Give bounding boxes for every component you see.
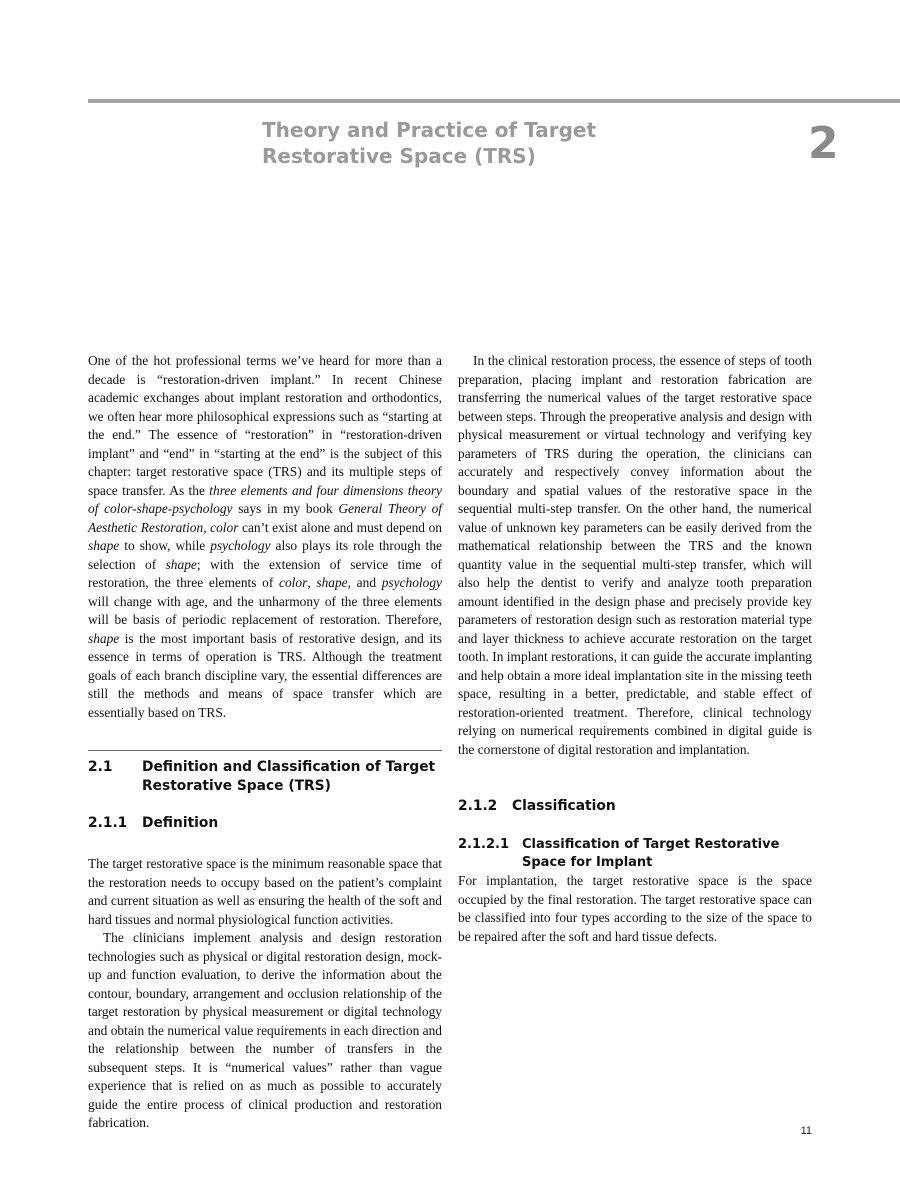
- section-2-1-1-heading: [88, 814, 442, 833]
- chapter-number: 2: [808, 118, 839, 169]
- subsubsection-title: Classification of Target Restorative Space for Implant: [522, 837, 780, 870]
- section-2-1-heading: [88, 758, 442, 796]
- top-rule: [88, 99, 900, 103]
- definition-paragraph-1: The target restorative space is the minimum reasonable space that the restoration needs to occupy based on the patient’s complaint and current situation as well as ensuring the health of the soft and hard tissues and normal physiological function activities.: [88, 856, 442, 927]
- chapter-title-line-1: Theory and Practice of Target: [262, 118, 597, 142]
- definition-paragraph-2: The clinicians implement analysis and design restoration technologies such as physical or digital restoration design, mock-up and function evaluation, to derive the information about the contour, boundary, arrangement and occlusion relationship of the target restoration by physical measurement or digital technology and obtain the numerical value requirements in each direction and the relationship between the number of transfers in the subsequent steps. It is “numerical values” rather than vague experience that is relied on as much as possible to accurately guide the entire process of clinical production and restoration fabrication.: [88, 930, 442, 1130]
- section-2-1-2-1-heading: [458, 836, 812, 872]
- subsection-number: 2.1.2: [458, 798, 498, 814]
- chapter-title: [262, 117, 742, 169]
- right-column: [458, 352, 812, 946]
- definition-paragraph-3: In the clinical restoration process, the essence of steps of tooth preparation, placing implant and restoration fabrication are transferring the numerical values of the target restorative space between steps. Through the preoperative analysis and design with physical measurement or virtual technology and verifying key parameters of TRS during the operation, the clinicians can accurately and respectively convey information about the boundary and spatial values of the restorative space in the sequential multi-step transfer. On the other hand, the numerical value of unknown key parameters can be easily derived from the mathematical relationship between the TRS and the known quantity value in the sequential multi-step transfer, which will also help the dentist to verify and analyze tooth preparation amount identified in the design phase and precisely provide key parameters of restoration design such as restoration material type and layer thickness to achieve accurate restoration on the target tooth. In implant restorations, it can guide the accurate implanting and help obtain a more ideal implantation site in the missing teeth space, resulting in a better, predictable, and stable effect of restoration-oriented treatment. Therefore, clinical technology relying on numerical requirements combined in digital guide is the cornerstone of digital restoration and implantation.: [458, 353, 812, 757]
- left-column: [88, 352, 442, 1133]
- subsection-title: Definition: [142, 815, 219, 831]
- subsection-title: Classification: [512, 798, 616, 814]
- section-title: Definition and Classification of Target Restorative Space (TRS): [142, 759, 436, 794]
- section-2-1-2-heading: [458, 797, 812, 816]
- section-rule: [88, 750, 442, 751]
- subsection-number: 2.1.1: [88, 815, 128, 831]
- page-number: 11: [800, 1125, 812, 1137]
- chapter-title-line-2: Restorative Space (TRS): [262, 144, 536, 168]
- classification-paragraph: For implantation, the target restorative space is the space occupied by the final restoration. The target restorative space can be classified into four types according to the size of the space to be repaired after the soft and hard tissue defects.: [458, 873, 812, 944]
- section-number: 2.1: [88, 759, 113, 775]
- intro-paragraph: One of the hot professional terms we’ve heard for more than a decade is “restoration-driven implant.” In recent Chinese academic exchanges about implant restoration and orthodontics, we often hear more philosophical expressions such as “starting at the end.” The essence of “restoration” in “restoration-driven implant” and “end” in “starting at the end” is the subject of this chapter: target restorative space (TRS) and its multiple steps of space transfer. As the three elements and four dimensions theory of color-shape-psychology says in my book General Theory of Aesthetic Restoration, color can’t exist alone and must depend on shape to show, while psychology also plays its role through the selection of shape; with the extension of service time of restoration, the three elements of color, shape, and psychology will change with age, and the unharmony of the three elements will be basis of periodic replacement of restoration. Therefore, shape is the most important basis of restorative design, and its essence in terms of operation is TRS. Although the treatment goals of each branch discipline vary, the essential differences are still the methods and means of space transfer which are essentially based on TRS.: [88, 353, 442, 720]
- subsubsection-number: 2.1.2.1: [458, 837, 509, 852]
